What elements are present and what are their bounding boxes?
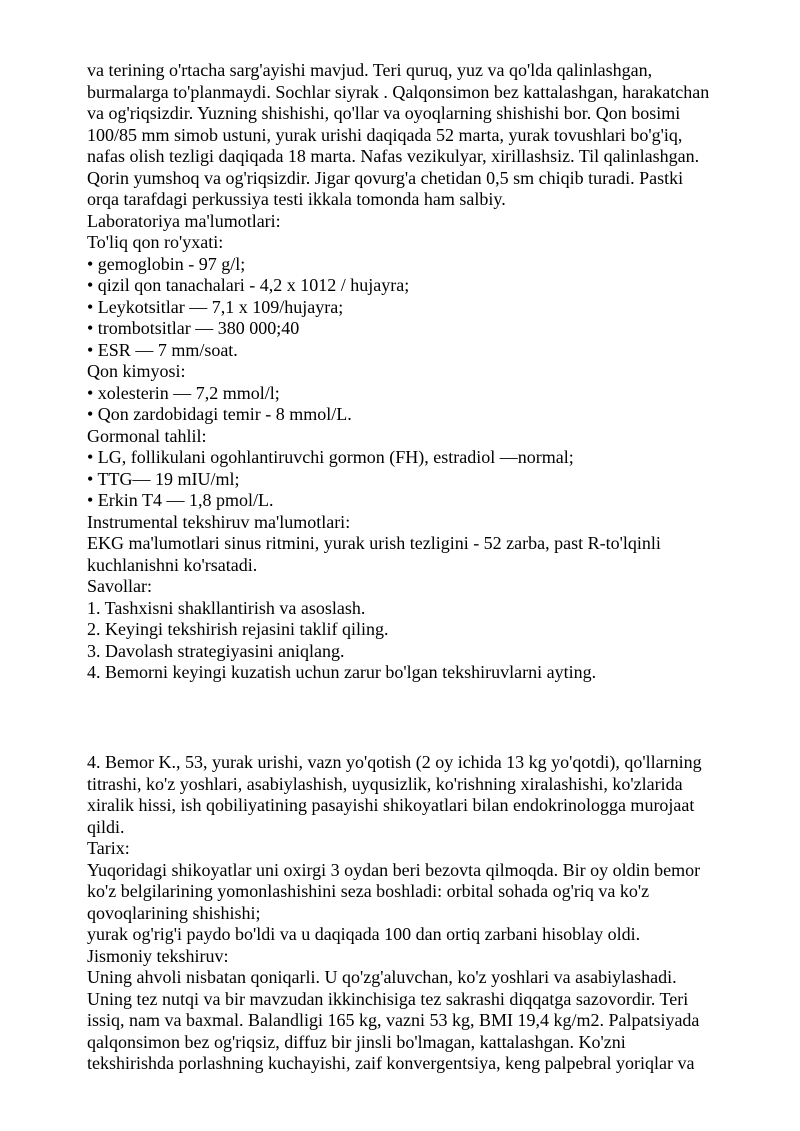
question-item: 2. Keyingi tekshirish rejasini taklif qiling. [87,619,389,639]
text-line: qildi. [87,816,125,837]
lab-value-item: • qizil qon tanachalari - 4,2 x 1012 / hujayra; [87,275,410,295]
text-line: titrashi, ko'z yoshlari, asabiylashish, uyqusizlik, ko'rishning xiralashishi, ko'zlarida [87,773,683,794]
text-line: tekshirishda porlashning kuchayishi, zaif konvergentsiya, keng palpebral yoriqlar va [87,1053,695,1073]
section-heading: Laboratoriya ma'lumotlari: [87,210,281,231]
text-line: yurak og'rig'i paydo bo'ldi va u daqiqada 100 dan ortiq zarbani hisoblay oldi. [87,924,641,944]
question-item: 4. Bemorni keyingi kuzatish uchun zarur bo'lgan tekshiruvlarni ayting. [87,662,597,682]
text-line: ko'z belgilarining yomonlashishini seza boshladi: orbital sohada og'riq va ko'z [87,881,650,901]
lab-value-item: • ESR — 7 mm/soat. [87,339,238,360]
text-line: qovoqlarining shishishi; [87,902,261,923]
section-heading: Tarix: [87,838,130,858]
lab-value-item: • Leykotsitlar — 7,1 x 109/hujayra; [87,296,344,317]
section-heading: Jismoniy tekshiruv: [87,945,229,966]
question-item: 3. Davolash strategiyasini aniqlang. [87,640,345,661]
lab-value-item: • trombotsitlar — 380 000;40 [87,318,300,338]
lab-value-item: • Erkin T4 — 1,8 pmol/L. [87,490,274,510]
section-heading: Qon kimyosi: [87,361,186,381]
case-intro-line: 4. Bemor K., 53, yurak urishi, vazn yo'qotish (2 oy ichida 13 kg yo'qotdi), qo'llarning [87,752,702,772]
text-line: Uning ahvoli nisbatan qoniqarli. U qo'zg'aluvchan, ko'z yoshlari va asabiylashadi. [87,967,677,987]
case-text-top [87,60,747,684]
text-line: va og'riqsizdir. Yuzning shishishi, qo'llar va oyoqlarning shishishi bor. Qon bosimi [87,103,681,123]
text-line: xiralik hissi, ish qobiliyatining pasayishi shikoyatlari bilan endokrinologga murojaat [87,795,695,815]
text-line: orqa tarafdagi perkussiya testi ikkala tomonda ham salbiy. [87,189,506,209]
text-line: Yuqoridagi shikoyatlar uni oxirgi 3 oydan beri bezovta qilmoqda. Bir oy oldin bemor [87,859,701,880]
question-item: 1. Tashxisni shakllantirish va asoslash. [87,597,366,618]
text-line: Uning tez nutqi va bir mavzudan ikkinchisiga tez sakrashi diqqatga sazovordir. Teri [87,988,689,1009]
text-line: issiq, nam va baxmal. Balandligi 165 kg, vazni 53 kg, BMI 19,4 kg/m2. Palpatsiyada [87,1010,700,1030]
section-heading: To'liq qon ro'yxati: [87,232,224,252]
section-heading: Gormonal tahlil: [87,425,207,446]
case-text-bottom [87,752,747,1075]
section-heading: Instrumental tekshiruv ma'lumotlari: [87,511,351,532]
text-line: EKG ma'lumotlari sinus ritmini, yurak urish tezligini - 52 zarba, past R-to'lqinli [87,533,661,553]
text-line: 100/85 mm simob ustuni, yurak urishi daqiqada 52 marta, yurak tovushlari bo'g'iq, [87,124,683,145]
text-line: nafas olish tezligi daqiqada 18 marta. Nafas vezikulyar, xirillashsiz. Til qalinlashgan. [87,146,700,166]
lab-value-item: • xolesterin — 7,2 mmol/l; [87,382,280,403]
lab-value-item: • gemoglobin - 97 g/l; [87,253,246,274]
lab-value-item: • TTG— 19 mIU/ml; [87,468,240,489]
text-line: qalqonsimon bez og'riqsiz, diffuz bir jinsli bo'lmagan, kattalashgan. Ko'zni [87,1031,626,1052]
lab-value-item: • Qon zardobidagi temir - 8 mmol/L. [87,404,352,424]
section-heading: Savollar: [87,576,152,596]
lab-value-item: • LG, follikulani ogohlantiruvchi gormon (FH), estradiol —normal; [87,447,574,467]
text-line: kuchlanishni ko'rsatadi. [87,554,258,575]
text-line: va terining o'rtacha sarg'ayishi mavjud. Teri quruq, yuz va qo'lda qalinlashgan, [87,60,653,80]
text-line: Qorin yumshoq va og'riqsizdir. Jigar qovurg'a chetidan 0,5 sm chiqib turadi. Pastki [87,167,684,188]
text-line: burmalarga to'planmaydi. Sochlar siyrak . Qalqonsimon bez kattalashgan, harakatchan [87,81,710,102]
